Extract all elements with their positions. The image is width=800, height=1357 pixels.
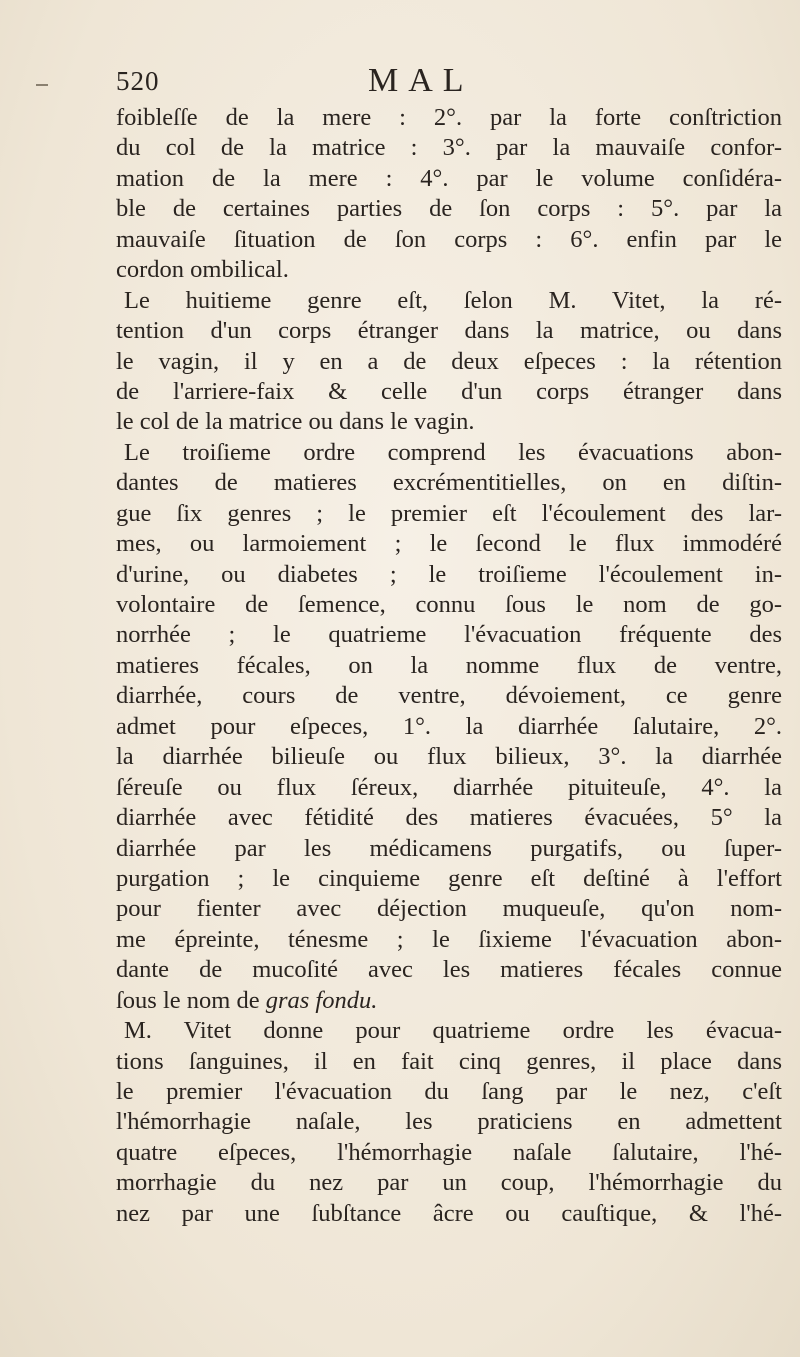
text-line: tions ſanguines, il en fait cinq genres, il place dans xyxy=(116,1047,782,1075)
text-line: mation de la mere : 4°. par le volume conſidéra- xyxy=(116,164,782,192)
text-line: tention d'un corps étranger dans la matrice, ou dans xyxy=(116,317,782,345)
text-line: dantes de matieres excrémentitielles, on en diſtin- xyxy=(116,469,782,497)
text-line: du col de la matrice : 3°. par la mauvaiſe confor- xyxy=(116,134,782,162)
text-line: le col de la matrice ou dans le vagin. xyxy=(116,408,475,436)
text-line: le vagin, il y en a de deux eſpeces : la rétention xyxy=(116,347,782,375)
text-line: mes, ou larmoiement ; le ſecond le flux immodéré xyxy=(116,530,782,558)
text-line: diarrhée par les médicamens purgatifs, ou ſuper- xyxy=(116,834,782,862)
text-line: ſéreuſe ou flux ſéreux, diarrhée pituiteuſe, 4°. la xyxy=(116,773,782,801)
text-line: mauvaiſe ſituation de ſon corps : 6°. enfin par le xyxy=(116,225,782,253)
text-line: foibleſſe de la mere : 2°. par la forte conſtriction xyxy=(116,104,782,131)
text-line: dante de mucoſité avec les matieres fécales connue xyxy=(116,956,782,984)
text-line: volontaire de ſemence, connu ſous le nom de go- xyxy=(116,591,782,618)
text-line: morrhagie du nez par un coup, l'hémorrhagie du xyxy=(116,1169,782,1197)
page-number: 520 xyxy=(116,66,160,96)
text-line: purgation ; le cinquieme genre eſt deſtiné à l'effort xyxy=(116,864,782,892)
text-line: cordon ombilical. xyxy=(116,256,289,284)
text-line: pour fienter avec déjection muqueuſe, qu'on nom- xyxy=(116,895,782,923)
text-line: me épreinte, ténesme ; le ſixieme l'évacuation abon- xyxy=(116,925,782,953)
text-line: diarrhée avec fétidité des matieres évacuées, 5° la xyxy=(116,804,782,832)
italic-term: gras fondu. xyxy=(265,986,378,1014)
text-line: de l'arriere-faix & celle d'un corps étranger dans xyxy=(116,377,782,405)
text-line: le premier l'évacuation du ſang par le nez, c'eſt xyxy=(116,1078,782,1105)
text-line: d'urine, ou diabetes ; le troiſieme l'écoulement in- xyxy=(116,560,782,588)
text-line xyxy=(116,986,782,1016)
text-line: admet pour eſpeces, 1°. la diarrhée ſalutaire, 2°. xyxy=(116,712,782,740)
text-line: nez par une ſubſtance âcre ou cauſtique, & l'hé- xyxy=(116,1199,782,1227)
text-line: ble de certaines parties de ſon corps : 5°. par la xyxy=(116,195,782,223)
running-head: MAL xyxy=(368,62,474,99)
page-header xyxy=(0,62,800,102)
text-line: gue ſix genres ; le premier eſt l'écoulement des lar- xyxy=(116,499,782,527)
text-line: diarrhée, cours de ventre, dévoiement, ce genre xyxy=(116,682,782,710)
text-line: norrhée ; le quatrieme l'évacuation fréquente des xyxy=(116,621,782,649)
text-line: l'hémorrhagie naſale, les praticiens en admettent xyxy=(116,1108,782,1136)
text-line: la diarrhée bilieuſe ou flux bilieux, 3°. la diarrhée xyxy=(116,743,782,771)
text-line: quatre eſpeces, l'hémorrhagie naſale ſalutaire, l'hé- xyxy=(116,1138,782,1166)
body-text xyxy=(116,103,782,1229)
text-line: Le huitieme genre eſt, ſelon M. Vitet, la ré- xyxy=(124,286,782,314)
text-line: Le troiſieme ordre comprend les évacuations abon- xyxy=(124,438,782,466)
text-line: matieres fécales, on la nomme flux de ventre, xyxy=(116,651,782,679)
text-line: M. Vitet donne pour quatrieme ordre les évacua- xyxy=(124,1017,782,1045)
text-line-start: ſous le nom de xyxy=(116,986,266,1014)
